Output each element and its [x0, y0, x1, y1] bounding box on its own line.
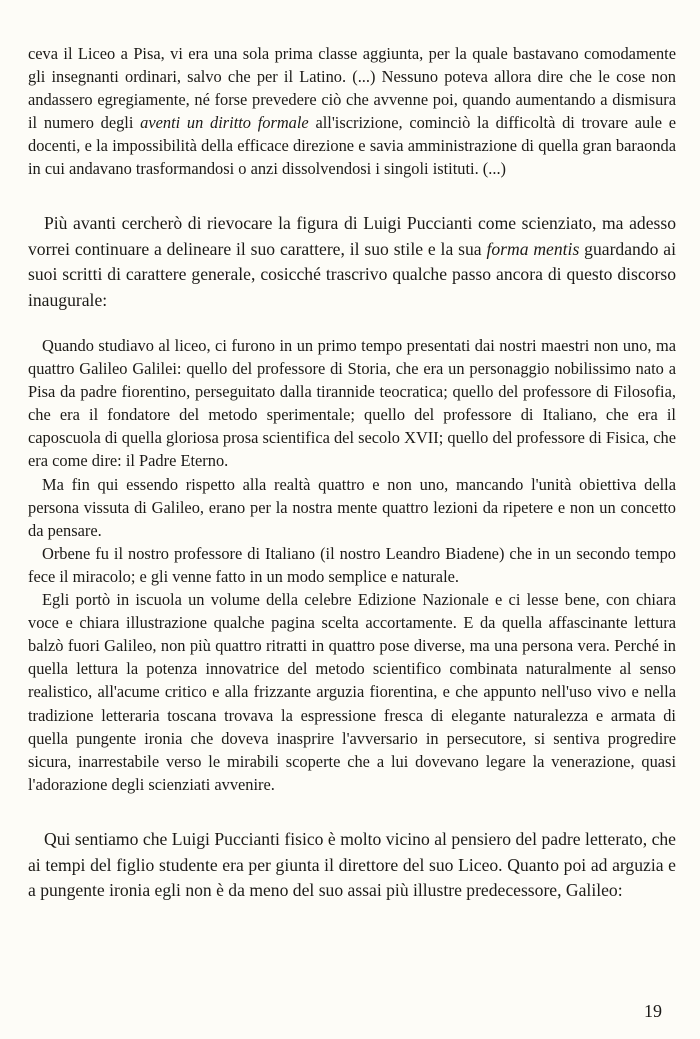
quote-italic-text: aventi un diritto formale	[140, 113, 309, 133]
quote-paragraph-2: Ma fin qui essendo rispetto alla realtà quattro e non uno, mancando l'unità obiettiva della persona vissuta di Galileo, erano per la nostra mente quattro lezioni da ripetere e non un concetto da pensare.	[28, 474, 676, 540]
quote-paragraph-3: Orbene fu il nostro professore di Italiano (il nostro Leandro Biadene) che in un secondo tempo fece il miracolo; e gli venne fatto in un modo semplice e naturale.	[28, 543, 676, 586]
quote-paragraph	[28, 42, 676, 181]
quote-text-end: all'iscrizione, cominciò la difficoltà di trovare aule e docenti, e la impossibilità della efficace direzione e savia amministrazione di quella gran baraonda in cui andavano trasformandosi o anzi dissolvendosi i singoli istituti. (...)	[28, 113, 676, 179]
quote-paragraph-1: Quando studiavo al liceo, ci furono in un primo tempo presentati dai nostri maestri non uno, ma quattro Galileo Galilei: quello del professore di Storia, che era un personaggio nobilissimo nato a Pisa da padre fiorentino, perseguitato dalla tirannide teocratica; quello del professore di Filosofia, che era il fondatore del metodo sperimentale; quello del professore di Italiano, che era il caposcuola di quella gloriosa prosa scientifica del secolo XVII; quello del professore di Fisica, che era come dire: il Padre Eterno.	[28, 336, 676, 471]
body-paragraph-1	[28, 211, 676, 313]
page-number: 19	[644, 1001, 662, 1021]
paragraph: Qui sentiamo che Luigi Puccianti fisico è molto vicino al pensiero del padre letterato, che ai tempi del figlio studente era per giunta il direttore del suo Liceo. Quanto poi ad arguzia e a pungente ironia egli non è da meno del suo assai più illustre predecessore, Galileo:	[28, 829, 676, 900]
quote-block-1	[28, 42, 676, 181]
paragraph-italic-text: forma mentis	[486, 238, 580, 259]
quote-paragraph-4: Egli portò in iscuola un volume della celebre Edizione Nazionale e ci lesse bene, con chiara voce e chiara illustrazione qualche pagina scelta accortamente. E da quella affascinante lettura balzò fuori Galileo, non più quattro ritratti in quattro pose diverse, ma una persona vera. Perché in quella lettura la potenza innovatrice del metodo scientifico combinata naturalmente al senso realistico, all'acume critico e alla frizzante arguzia fiorentina, e che appunto nell'uso vivo e nella tradizione letteraria toscana trovava la espressione fresca di elegante naturalezza e armata di quella pungente ironia che doveva inasprire l'avversario in persecutore, si sentiva progredire sicura, inarrestabile verso le mirabili scoperte che a lui dovevano legare la venerazione, quasi l'adorazione degli scienziati avvenire.	[28, 590, 676, 794]
paragraph-text: Più avanti cercherò di rievocare la figura di Luigi Puccianti come scienziato, ma adesso vorrei continuare a delineare il suo carattere, il suo stile e la sua	[28, 213, 676, 259]
paragraph	[28, 211, 676, 313]
paragraph-text-end: guardando ai suoi scritti di carattere generale, cosicché trascrivo qualche passo ancora di questo discorso inaugurale:	[28, 238, 676, 310]
body-paragraph-2	[28, 827, 676, 904]
quote-block-2	[28, 334, 676, 796]
quote-text: ceva il Liceo a Pisa, vi era una sola prima classe aggiunta, per la quale bastavano comodamente gli insegnanti ordinari, salvo che per il Latino. (...) Nessuno poteva allora dire che le cose non andassero egregiamente, né forse prevedere ciò che avvenne poi, quando aumentando a dismisura il numero degli	[28, 44, 676, 133]
